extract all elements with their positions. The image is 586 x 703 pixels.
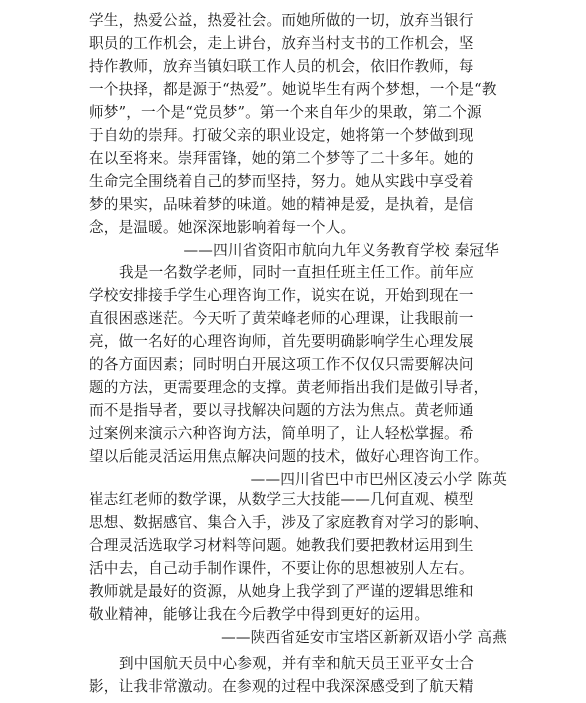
text-line: 直很困惑迷茫。今天听了黄荣峰老师的心理课，让我眼前一 xyxy=(89,310,474,327)
text-line: 敬业精神，能够让我在今后教学中得到更好的运用。 xyxy=(89,606,430,623)
reflection-section-3 xyxy=(89,488,507,649)
reflection-section-1 xyxy=(89,9,507,262)
text-line: 生命完全围绕着自己的梦而坚持，努力。她从实践中享受着 xyxy=(89,173,474,190)
reflection-section-2 xyxy=(89,261,507,491)
text-line: 梦的果实，品味着梦的味道。她的精神是爱，是执着，是信 xyxy=(89,196,474,213)
author-signature: ——陕西省延安市宝塔区新新双语小学 高燕 xyxy=(221,629,507,646)
text-line: 亮，做一名好的心理咨询师，首先要明确影响学生心理发展 xyxy=(89,333,474,350)
author-signature: ——四川省巴中市巴州区凌云小学 陈英 xyxy=(250,471,507,488)
text-line: 学校安排接手学生心理咨询工作，说实在说，开始到现在一 xyxy=(89,287,474,304)
text-line: 职员的工作机会，走上讲台，放弃当村支书的工作机会，坚 xyxy=(89,35,474,52)
text-line: 活中去，自己动手制作课件，不要让你的思想被别人左右。 xyxy=(89,560,474,577)
text-line: 望以后能灵活运用焦点解决问题的技术，做好心理咨询工作。 xyxy=(89,448,489,465)
text-line: 念，是温暖。她深深地影响着每一个人。 xyxy=(89,219,356,236)
text-line: 持作教师，放弃当镇妇联工作人员的机会，依旧作教师，每 xyxy=(89,58,474,75)
text-line: 影，让我非常激动。在参观的过程中我深深感受到了航天精 xyxy=(89,678,474,695)
text-line: 于自幼的崇拜。打破父亲的职业设定，她将第一个梦做到现 xyxy=(89,127,474,144)
text-line: 思想、数据感官、集合入手，涉及了家庭教育对学习的影响、 xyxy=(89,514,489,531)
text-line: 一个抉择，都是源于“热爱”。她说毕生有两个梦想，一个是“教 xyxy=(89,81,497,98)
text-line: 过案例来演示六种咨询方法，简单明了，让人轻松掌握。希 xyxy=(89,425,474,442)
text-line: 合理灵活选取学习材料等问题。她教我们要把教材运用到生 xyxy=(89,537,474,554)
text-line: 到中国航天员中心参观，并有幸和航天员王亚平女士合 xyxy=(119,655,475,672)
author-signature: ——四川省资阳市航向九年义务教育学校 秦冠华 xyxy=(183,242,499,259)
text-line: 学生，热爱公益，热爱社会。而她所做的一切，放弃当银行 xyxy=(89,12,474,29)
text-line: 的各方面因素；同时明白开展这项工作不仅仅只需要解决问 xyxy=(89,356,474,373)
text-line: 师梦”，一个是“党员梦”。第一个来自年少的果敢，第二个源 xyxy=(89,104,482,121)
text-line: 题的方法，更需要理念的支撑。黄老师指出我们是做引导者， xyxy=(89,379,489,396)
text-line: 在以至将来。崇拜雷锋，她的第二个梦等了二十多年。她的 xyxy=(89,150,474,167)
text-line: 教师就是最好的资源，从她身上我学到了严谨的逻辑思维和 xyxy=(89,583,474,600)
text-line: 崔志红老师的数学课，从数学三大技能——几何直观、模型 xyxy=(89,491,474,508)
text-line: 而不是指导者，要以寻找解决问题的方法为焦点。黄老师通 xyxy=(89,402,474,419)
text-line: 我是一名数学老师，同时一直担任班主任工作。前年应 xyxy=(119,264,475,281)
reflection-section-4 xyxy=(89,652,507,698)
